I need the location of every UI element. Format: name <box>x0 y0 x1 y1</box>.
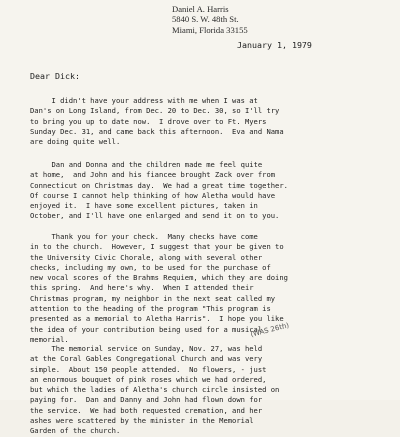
text-line: Garden of the church. <box>30 426 121 436</box>
text-line: Connecticut on Christmas day. We had a great time together. <box>30 180 288 190</box>
text-line: enjoyed it. I have some excellent pictures, taken in <box>30 201 258 211</box>
letter-date: January 1, 1979 <box>237 40 312 50</box>
text-line: the University Civic Chorale, along with several other <box>30 252 263 262</box>
text-line: new vocal scores of the Brahms Requiem, which they are doing <box>30 273 288 283</box>
paragraph <box>30 232 400 345</box>
text-line: at the Coral Gables Congregational Church and was very <box>30 354 263 364</box>
text-line: checks, including my own, to be used for the purchase of <box>30 262 271 272</box>
paragraph <box>30 160 400 222</box>
text-line: ashes were scattered by the minister in the Memorial <box>30 416 254 426</box>
text-line: at home, and John and his fiancee brought Zack over from <box>30 170 276 180</box>
sender-name: Daniel A. Harris <box>172 4 229 14</box>
text-line: Dan and Donna and the children made me feel quite <box>30 160 263 169</box>
text-line: the idea of your contribution being used for a musical <box>30 324 263 334</box>
text-line: to bring you up to date now. I drove over to Ft. Myers <box>30 116 267 126</box>
text-line: Thank you for your check. Many checks have come <box>30 232 258 241</box>
text-line: presented as a memorial to Aletha Harris". I hope you like <box>30 314 284 324</box>
sender-address: 5840 S. W. 48th St. <box>172 14 239 25</box>
text-line: Sunday Dec. 31, and came back this afternoon. Eva and Nama <box>30 126 284 136</box>
text-line: Of course I cannot help thinking of how Aletha would have <box>30 190 276 200</box>
sender-city: Miami, Florida 33155 <box>172 24 248 35</box>
salutation: Dear Dick: <box>30 71 80 81</box>
text-line: Christmas program, my neighbor in the next seat called my <box>30 293 276 303</box>
paragraph <box>30 344 400 437</box>
text-line: The memorial service on Sunday, Nov. 27, was held <box>30 344 263 353</box>
text-line: I didn't have your address with me when I was at <box>30 96 258 105</box>
text-line: an enormous bouquet of pink roses which we had ordered, <box>30 374 267 384</box>
text-line: simple. About 150 people attended. No flowers, - just <box>30 364 267 374</box>
letterhead <box>172 4 332 35</box>
text-line: the service. We had both requested cremation, and her <box>30 405 263 415</box>
text-line: but which the ladies of Aletha's church circle insisted on <box>30 385 280 395</box>
text-line: paying for. Dan and Danny and John had flown down for <box>30 395 263 405</box>
text-line: October, and I'll have one enlarged and send it on to you. <box>30 211 280 221</box>
handwritten-annotation: (WAS 26th) <box>249 321 290 339</box>
text-line: attention to the heading of the program "This program is <box>30 304 271 314</box>
text-line: in to the church. However, I suggest that your be given to <box>30 242 284 252</box>
paragraph <box>30 96 400 147</box>
text-line: memorial. <box>30 334 69 344</box>
text-line: this spring. And here's why. When I attended their <box>30 283 254 293</box>
text-line: Dan's on Long Island, from Dec. 20 to Dec. 30, so I'll try <box>30 106 280 116</box>
text-line: are doing quite well. <box>30 137 121 147</box>
